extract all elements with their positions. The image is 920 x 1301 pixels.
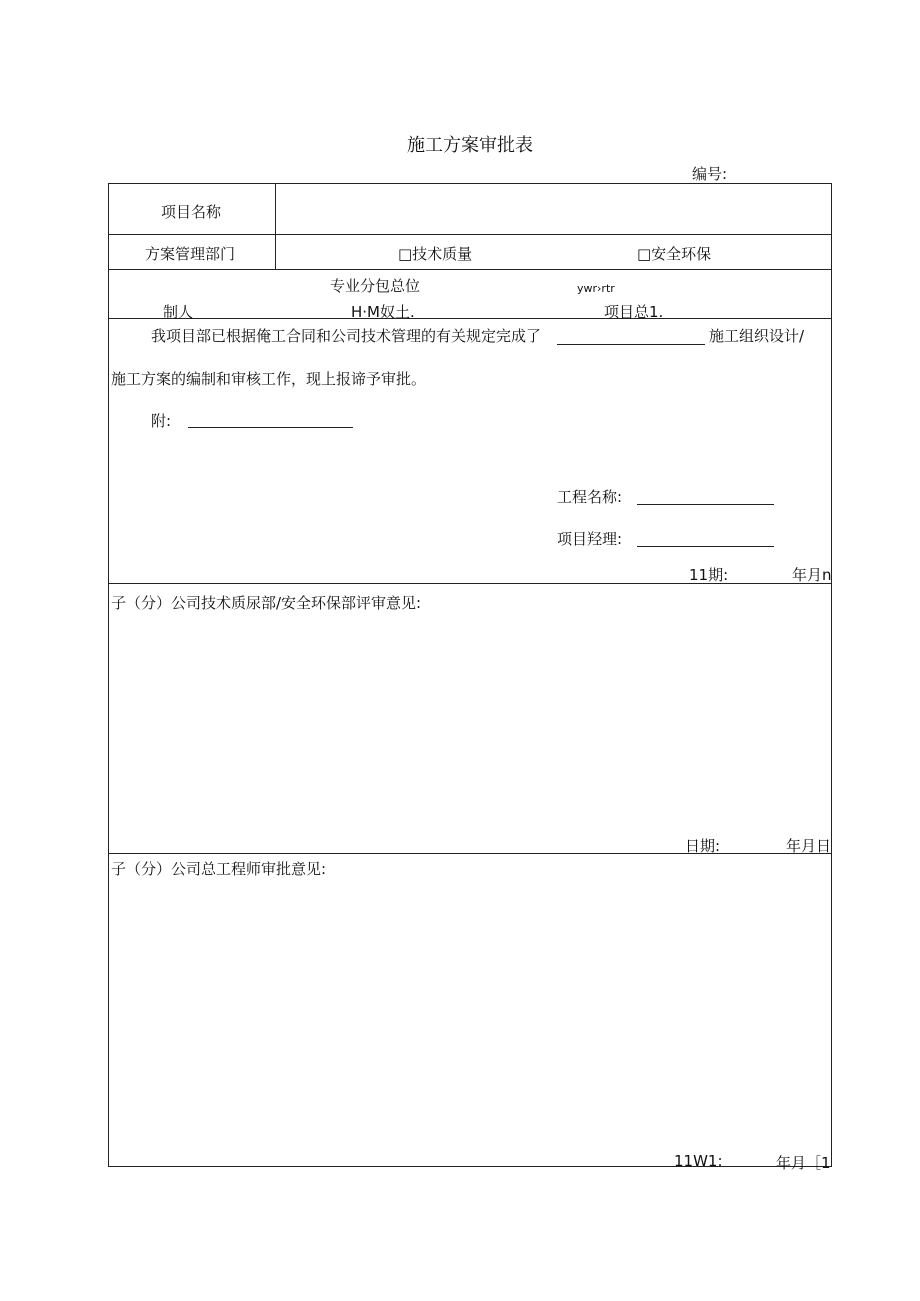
project-name-field[interactable]: [279, 187, 827, 231]
serial-number-label: 编号:: [692, 165, 728, 183]
plan-name-blank[interactable]: [557, 344, 705, 345]
review2-date-label: 11W1:: [674, 1152, 723, 1170]
row-divider: [109, 318, 831, 319]
dept-label: 方案管理部门: [145, 245, 236, 263]
review1-comment-area[interactable]: [111, 616, 829, 831]
middle-text: H·M奴土.: [351, 303, 415, 321]
project-name-label: 项目名称: [161, 203, 222, 221]
page-title: 施工方案审批表: [407, 135, 533, 156]
review1-date-label: 日期:: [685, 837, 721, 855]
row-divider: [109, 269, 831, 270]
row-divider: [109, 853, 831, 854]
prepared-by-label: 制人: [163, 303, 194, 321]
tech-quality-checkbox[interactable]: □技术质量: [398, 245, 473, 263]
review1-label: 子（分）公司技术质尿部/安全环保部评审意见:: [111, 594, 422, 612]
project-total-label: 项目总1.: [604, 303, 664, 321]
review2-label: 子（分）公司总工程师审批意见:: [111, 860, 327, 878]
column-divider: [275, 184, 276, 269]
safety-env-checkbox[interactable]: □安全环保: [637, 245, 712, 263]
attach-label: 附:: [151, 412, 172, 430]
engineering-name-label: 工程名称:: [557, 488, 623, 506]
body-line1-suffix: 施工组织设计/: [709, 327, 805, 345]
body-line1-prefix: 我项目部已根据俺工合同和公司技术管理的有关规定完成了: [151, 327, 542, 345]
small-text: ywr›rtr: [577, 282, 615, 295]
approval-form-table: [108, 183, 832, 1172]
date-label: 11期:: [689, 566, 729, 584]
subcontract-label: 专业分包总位: [330, 277, 421, 295]
attach-blank[interactable]: [188, 427, 353, 428]
review1-date-value: 年月日: [786, 837, 832, 855]
engineering-name-blank[interactable]: [637, 504, 774, 505]
project-manager-label: 项目羟理:: [557, 530, 623, 548]
project-manager-blank[interactable]: [637, 546, 774, 547]
date-value: 年月n: [792, 566, 832, 584]
review2-comment-area[interactable]: [111, 884, 829, 1146]
body-line2: 施工方案的编制和审核工作，现上报谛予审批。: [111, 370, 427, 388]
row-divider: [109, 234, 831, 235]
review2-date-value: 年月［1: [776, 1154, 831, 1172]
